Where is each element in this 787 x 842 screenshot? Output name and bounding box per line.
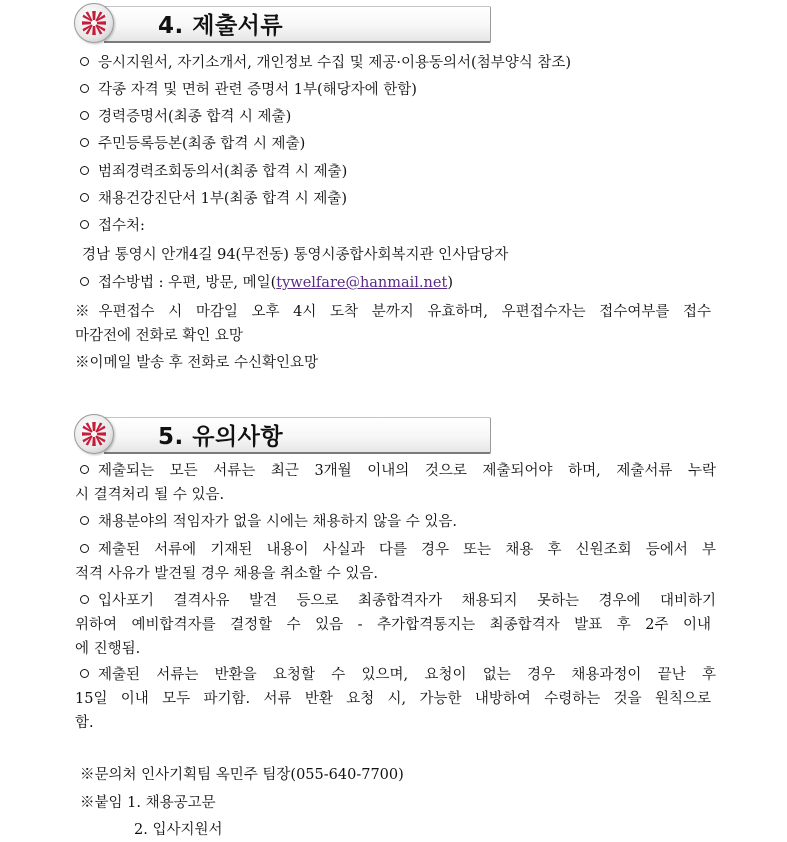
list-item: 경력증명서(최종 합격 시 제출): [80, 107, 291, 127]
email-link[interactable]: tywelfare@hanmail.net: [276, 275, 448, 291]
note-text: ※우편접수 시 마감일 오후 4시 도착 분까지 유효하며, 우편접수자는 접수여부를 접수: [75, 304, 711, 320]
paragraph-line: 15일 이내 모두 파기함. 서류 반환 요청 시, 가능한 내방하여 수령하는 것을 원칙으로: [75, 691, 711, 707]
circle-bullet-icon: [80, 595, 89, 604]
circle-bullet-icon: [80, 220, 89, 229]
list-item: 각종 자격 및 면허 관련 증명서 1부(해당자에 한함): [80, 80, 417, 100]
paragraph-line: 입사포기 결격사유 발견 등으로 최종합격자가 채용되지 못하는 경우에 대비하기: [80, 591, 716, 611]
paragraph-line: 제출된 서류에 기재된 내용이 사실과 다를 경우 또는 채용 후 신원조회 등에서 부: [80, 540, 716, 560]
paragraph-line: 제출되는 모든 서류는 최근 3개월 이내의 것으로 제출되어야 하며, 제출서류 누락: [80, 461, 716, 481]
attachment-item: ※붙임 1. 채용공고문: [80, 795, 216, 811]
list-item: 접수방법 : 우편, 방문, 메일(tywelfare@hanmail.net): [80, 273, 453, 293]
paragraph-line: 채용분야의 적임자가 없을 시에는 채용하지 않을 수 있음.: [80, 512, 457, 532]
circle-bullet-icon: [80, 516, 89, 525]
section-4-header: [74, 3, 492, 43]
note-text: ※이메일 발송 후 전화로 수신확인요망: [75, 355, 319, 371]
circle-bullet-icon: [80, 465, 89, 474]
circle-bullet-icon: [80, 193, 89, 202]
attachment-item: 2. 입사지원서: [134, 822, 223, 838]
paragraph-line: 적격 사유가 발견될 경우 채용을 취소할 수 있음.: [75, 566, 379, 582]
circle-bullet-icon: [80, 111, 89, 120]
contact-info: ※문의처 인사기획팀 옥민주 팀장(055-640-7700): [80, 767, 404, 783]
circle-bullet-icon: [80, 138, 89, 147]
caritas-cross-icon: [74, 414, 114, 454]
section-title: 4. 제출서류: [158, 13, 284, 39]
section-title: 5. 유의사항: [158, 424, 284, 450]
list-item: 채용건강진단서 1부(최종 합격 시 제출): [80, 189, 347, 209]
section-5-header: [74, 414, 492, 454]
address-text: 경남 통영시 안개4길 94(무전동) 통영시종합사회복지관 인사담당자: [82, 247, 509, 263]
circle-bullet-icon: [80, 166, 89, 175]
circle-bullet-icon: [80, 277, 89, 286]
list-item: 주민등록등본(최종 합격 시 제출): [80, 134, 305, 154]
paragraph-line: 에 진행됨.: [75, 641, 141, 657]
paragraph-line: 시 결격처리 될 수 있음.: [75, 487, 225, 503]
list-item: 응시지원서, 자기소개서, 개인정보 수집 및 제공·이용동의서(첨부양식 참조): [80, 53, 571, 73]
list-item: 접수처:: [80, 216, 145, 236]
circle-bullet-icon: [80, 544, 89, 553]
caritas-cross-icon: [74, 3, 114, 43]
list-item: 범죄경력조회동의서(최종 합격 시 제출): [80, 162, 347, 182]
paragraph-line: 위하여 예비합격자를 결정할 수 있음 - 추가합격통지는 최종합격자 발표 후 2주 이내: [75, 617, 711, 633]
paragraph-line: 제출된 서류는 반환을 요청할 수 있으며, 요청이 없는 경우 채용과정이 끝난 후: [80, 665, 716, 685]
circle-bullet-icon: [80, 669, 89, 678]
paragraph-line: 함.: [75, 715, 94, 731]
circle-bullet-icon: [80, 84, 89, 93]
circle-bullet-icon: [80, 57, 89, 66]
note-text: 마감전에 전화로 확인 요망: [75, 328, 243, 344]
